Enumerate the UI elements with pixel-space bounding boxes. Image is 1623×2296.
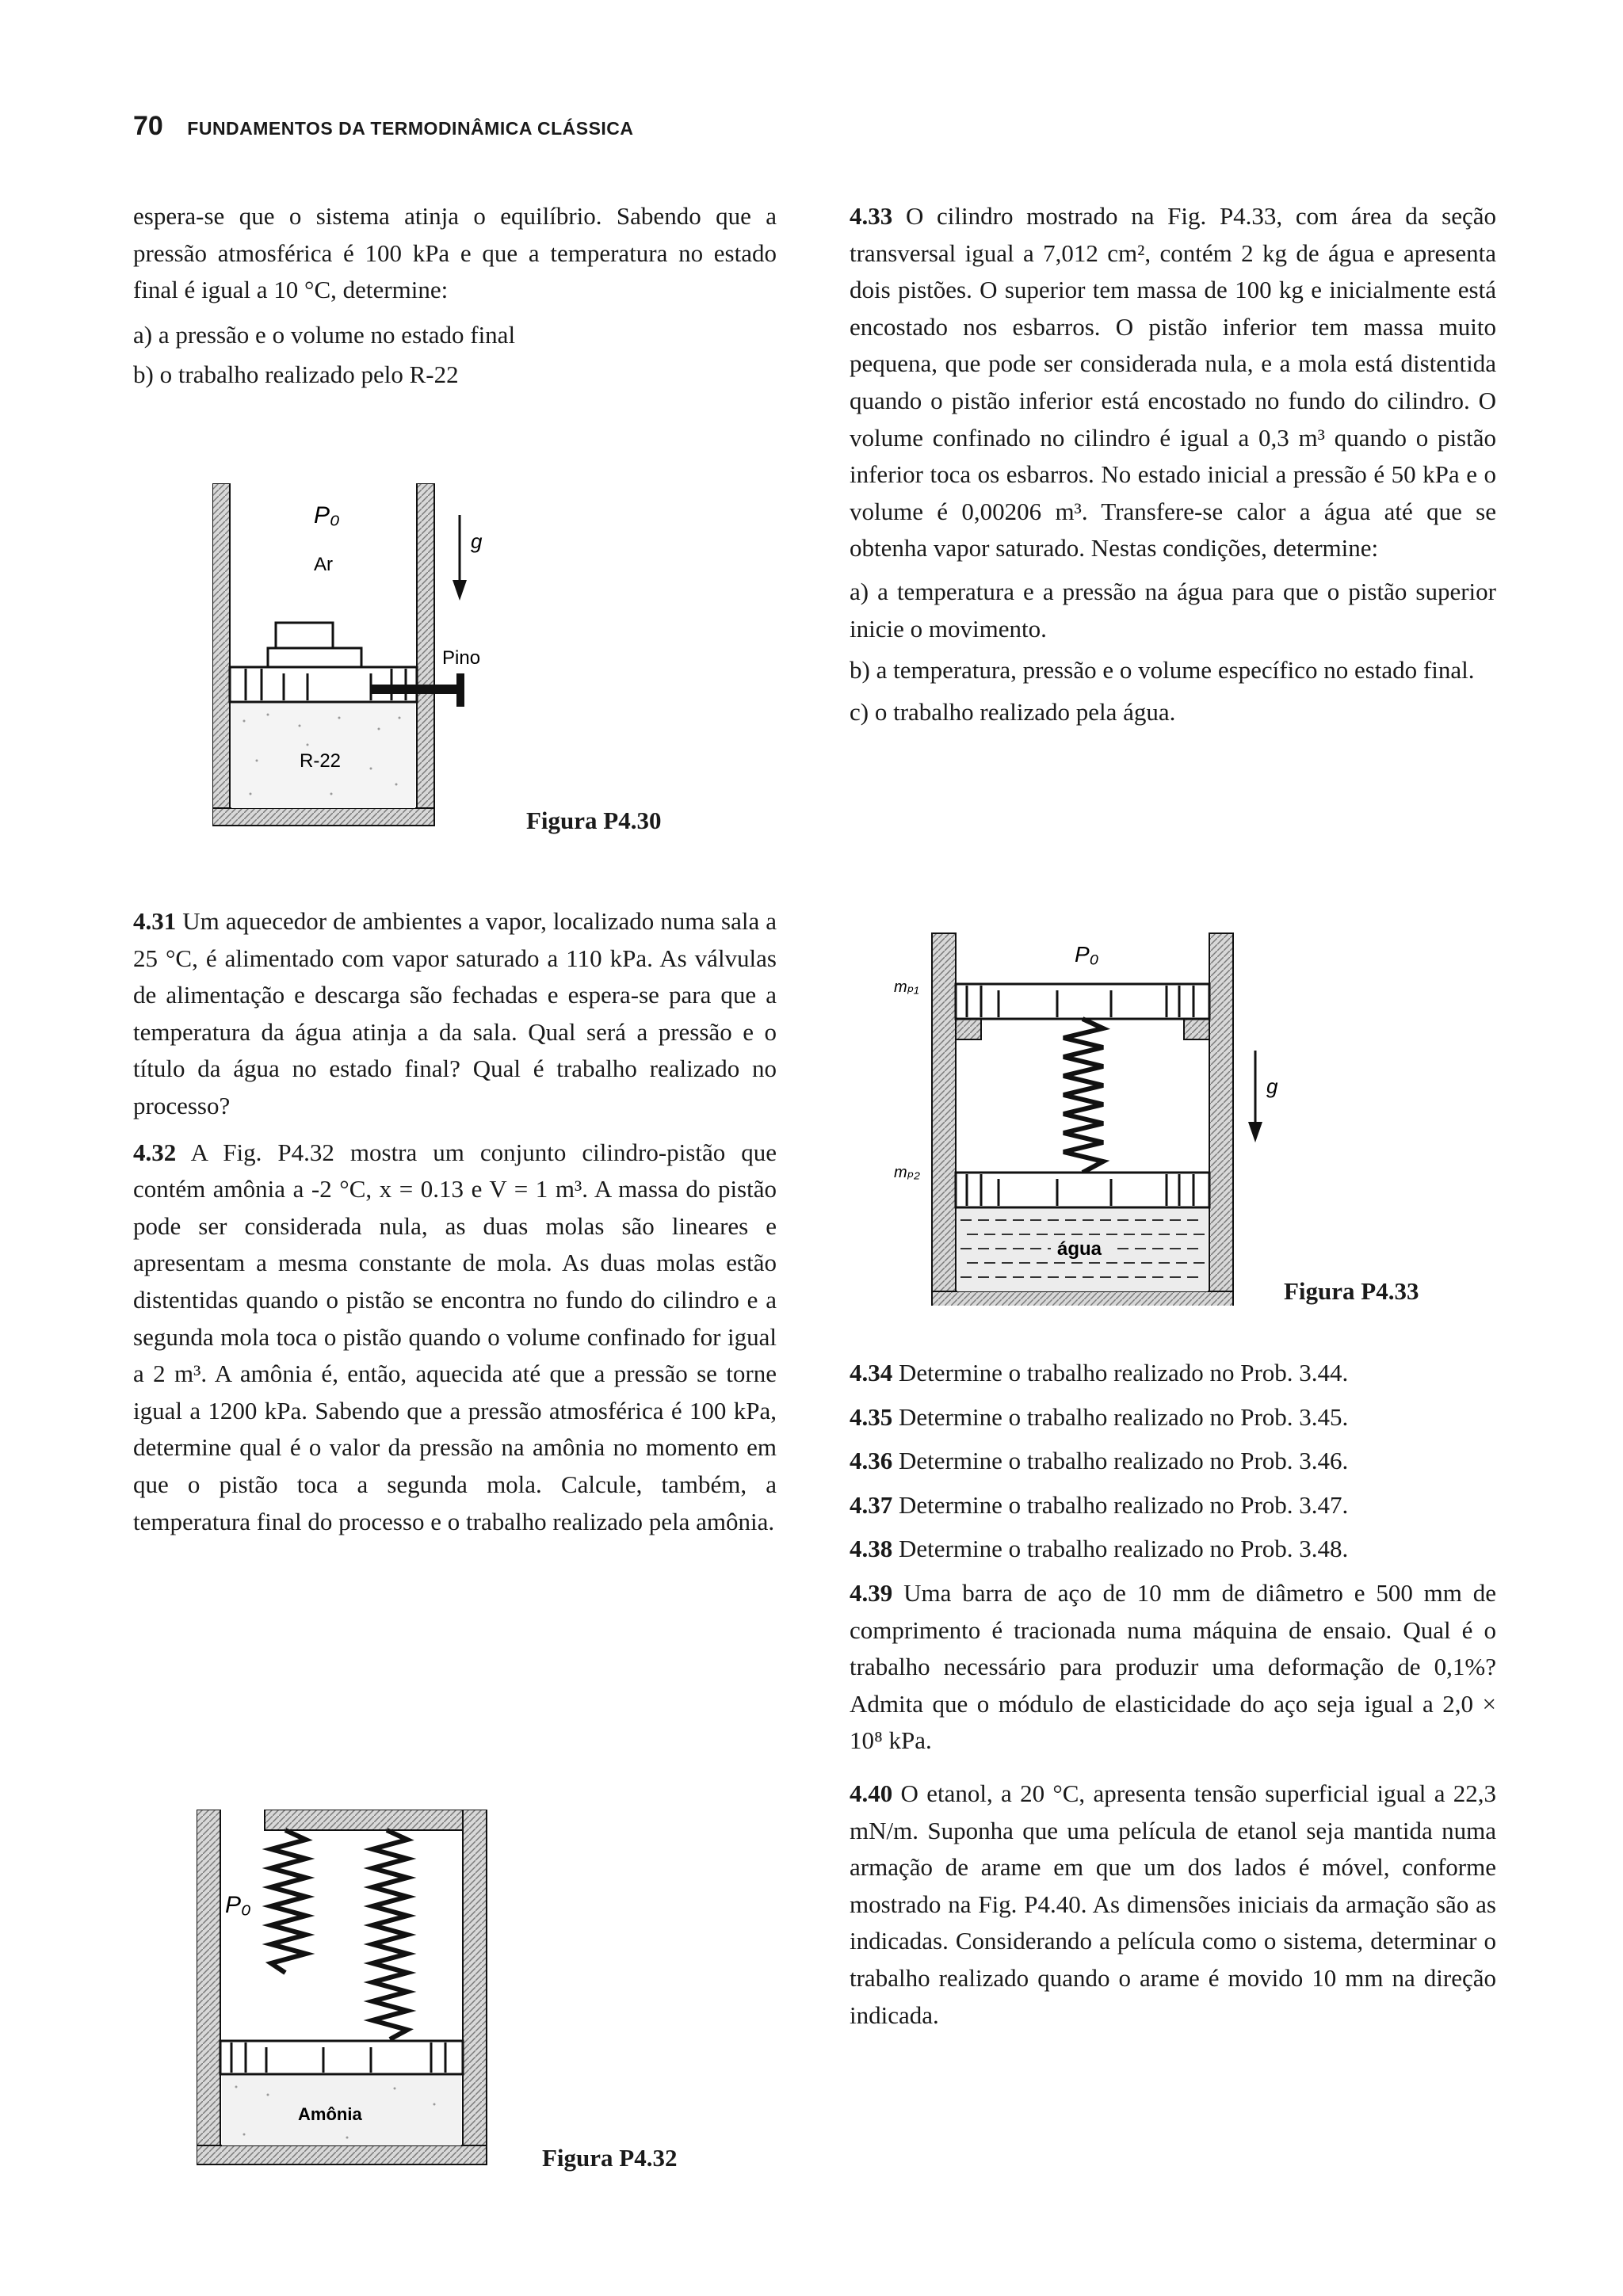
piston (220, 2041, 463, 2074)
label-mp2: mₚ₂ (894, 1164, 920, 1181)
problem-text: A Fig. P4.32 mostra um conjunto cilindro-pistão que contém amônia a -2 °C, x = 0.13 e V = 1 m³. A massa do pistão pode ser considerada nula, as duas molas são lineares e apresentam a mesma constante de mola. As duas molas estão distentidas quando o pistão se encontra no fundo do cilindro e a segunda mola toca o pistão quando o volume confinado for igual a 2 m³. A amônia é, então, aquecida até que a pressão se torne igual a 1200 kPa. Sabendo que a pressão atmosférica é 100 kPa, determine qual é o valor da pressão na amônia no momento em que o pistão toca a segunda mola. Calcule, também, a temperatura final do processo e o trabalho realizado pela amônia. (133, 1138, 777, 1535)
problem-text: Determine o trabalho realizado no Prob. 3.45. (899, 1402, 1349, 1431)
label-p0: P₀ (1075, 942, 1099, 967)
label-pino: Pino (442, 647, 481, 669)
problem-4-32 (133, 1135, 777, 1541)
spring (1064, 1019, 1103, 1173)
right-column-top (850, 198, 1496, 730)
pin-head (456, 673, 464, 707)
problem-4-30-item-a: a) a pressão e o volume no estado final (133, 320, 516, 349)
label-p0: P₀ (225, 1892, 251, 1918)
cylinder-bottom (197, 2145, 487, 2164)
label-mp1: mₚ₁ (894, 978, 919, 996)
problem-4-30-item-b: b) o trabalho realizado pelo R-22 (133, 360, 459, 389)
cylinder-right-wall (463, 1810, 487, 2163)
problem-number: 4.40 (850, 1779, 893, 1807)
gravity-arrow-head (1248, 1122, 1262, 1142)
cylinder-left-wall (932, 933, 956, 1306)
cylinder-left-wall (197, 1810, 220, 2163)
list-item (850, 1443, 1496, 1480)
spring-right (372, 1830, 407, 2039)
problem-4-33-item-b: b) a temperatura, pressão e o volume específico no estado final. (850, 656, 1475, 685)
pin (371, 685, 463, 694)
figure-p4-33 (888, 925, 1284, 1306)
caption-p4-33: Figura P4.33 (1284, 1277, 1419, 1305)
problem-4-30-continuation: espera-se que o sistema atinja o equilíbrio. Sabendo que a pressão atmosférica é 100 kPa e que a temperatura no estado final é igual a 10 °C, determine: (133, 202, 777, 304)
label-g: g (1266, 1074, 1278, 1098)
stop-right (1184, 1019, 1209, 1039)
figure-p4-32 (197, 1810, 490, 2168)
spring-left (271, 1830, 306, 1973)
problem-text: Um aquecedor de ambientes a vapor, localizado numa sala a 25 °C, é alimentado com vapor saturado a 110 kPa. As válvulas de alimentação e descarga são fechadas e espera-se para que a temperatura da água atinja a da sala. Qual será a pressão e o título da água no estado final? Qual é trabalho realizado no processo? (133, 907, 777, 1119)
problem-number: 4.35 (850, 1402, 893, 1431)
page-header (133, 111, 634, 142)
problem-number: 4.36 (850, 1447, 893, 1475)
problem-number: 4.32 (133, 1138, 177, 1166)
upper-piston (956, 984, 1209, 1019)
figure-p4-30 (212, 483, 529, 840)
label-g: g (471, 529, 483, 553)
label-p0: P₀ (314, 502, 340, 528)
problem-number: 4.33 (850, 202, 893, 230)
right-column-bottom (850, 1355, 1496, 2034)
list-item (850, 1399, 1496, 1436)
caption-p4-32: Figura P4.32 (542, 2144, 678, 2172)
left-column-top (133, 198, 777, 394)
problem-number: 4.31 (133, 907, 177, 935)
problem-number: 4.38 (850, 1535, 893, 1563)
page-number: 70 (133, 111, 163, 141)
label-r22: R-22 (300, 750, 342, 772)
problem-number: 4.37 (850, 1490, 893, 1519)
cylinder-right-wall (1209, 933, 1233, 1306)
gravity-arrow-head (453, 580, 467, 601)
label-ar: Ar (314, 554, 333, 575)
weight-block-top (276, 623, 333, 648)
cylinder-left-wall (212, 483, 230, 824)
problem-4-31 (133, 903, 777, 1125)
cylinder-right-wall (417, 483, 434, 824)
list-item (850, 1531, 1496, 1568)
problem-4-39 (850, 1575, 1496, 1760)
left-column-middle (133, 903, 777, 1540)
problem-number: 4.39 (850, 1578, 893, 1607)
cylinder-bottom (932, 1291, 1233, 1306)
short-problems-list (850, 1355, 1496, 1568)
problem-4-33-item-c: c) o trabalho realizado pela água. (850, 697, 1176, 726)
list-item (850, 1355, 1496, 1392)
problem-4-40 (850, 1775, 1496, 2034)
running-title: FUNDAMENTOS DA TERMODINÂMICA CLÁSSICA (187, 118, 634, 139)
label-agua: água (1057, 1238, 1102, 1260)
list-item (850, 1487, 1496, 1524)
problem-text: O etanol, a 20 °C, apresenta tensão superficial igual a 22,3 mN/m. Suponha que uma película de etanol seja mantida numa armação de arame em que um dos lados é móvel, conforme mostrado na Fig. P4.40. As dimensões iniciais da armação são as indicadas. Considerando a película como o sistema, determinar o trabalho realizado quando o arame é movido 10 mm na direção indicada. (850, 1779, 1496, 2029)
problem-text: O cilindro mostrado na Fig. P4.33, com área da seção transversal igual a 7,012 cm², contém 2 kg de água e apresenta dois pistões. O superior tem massa de 100 kg e inicialmente está encostado nos esbarros. O pistão inferior tem massa muito pequena, que pode ser considerada nula, e a mola está distentida quando o pistão inferior está encostado no fundo do cilindro. O volume confinado no cilindro é igual a 0,3 m³ quando o pistão inferior toca os esbarros. No estado inicial a pressão é 50 kPa e o volume é 0,00206 m³. Transfere-se calor a água até que se obtenha vapor saturado. Nestas condições, determine: (850, 202, 1497, 563)
stop-left (956, 1019, 981, 1039)
problem-4-33 (850, 198, 1496, 567)
problem-text: Uma barra de aço de 10 mm de diâmetro e 500 mm de comprimento é tracionada numa máquina de ensaio. Qual é o trabalho necessário para produzir uma deformação de 0,1%? Admita que o módulo de elasticidade do aço seja igual a 2,0 × 10⁸ kPa. (850, 1578, 1497, 1755)
label-amonia: Amônia (298, 2104, 362, 2124)
problem-text: Determine o trabalho realizado no Prob. 3.44. (899, 1359, 1349, 1386)
problem-text: Determine o trabalho realizado no Prob. 3.47. (899, 1490, 1349, 1519)
problem-text: Determine o trabalho realizado no Prob. 3.48. (899, 1535, 1349, 1563)
top-cover (265, 1810, 463, 1830)
problem-text: Determine o trabalho realizado no Prob. 3.46. (899, 1447, 1349, 1475)
problem-4-33-item-a: a) a temperatura e a pressão na água para que o pistão superior inicie o movimento. (850, 577, 1496, 643)
weight-block (268, 648, 361, 667)
lower-piston (956, 1173, 1209, 1207)
problem-number: 4.34 (850, 1359, 893, 1386)
caption-p4-30: Figura P4.30 (526, 807, 662, 834)
cylinder-bottom (212, 808, 434, 826)
